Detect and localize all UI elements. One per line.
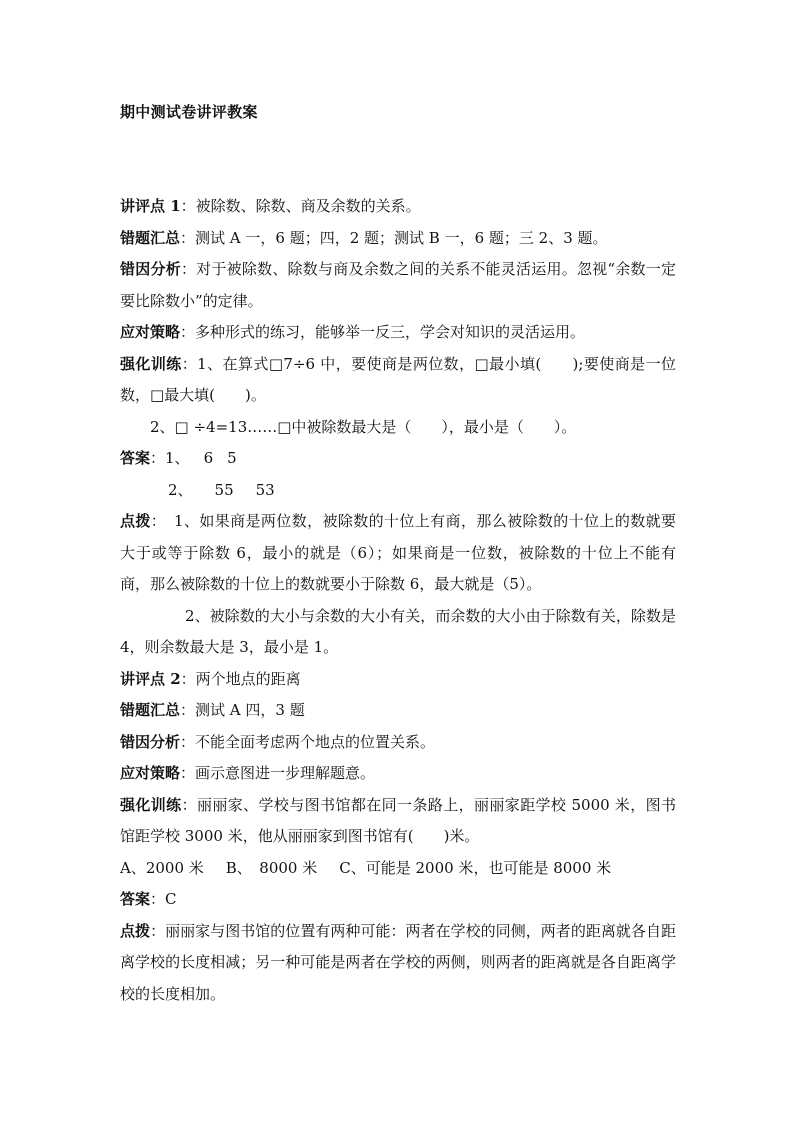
s2-answer-text: ：C xyxy=(150,890,177,908)
s1-errors xyxy=(120,223,676,255)
document-title: 期中测试卷讲评教案 xyxy=(120,103,258,121)
s1-training xyxy=(120,349,676,412)
s2-point-label: 讲评点 2 xyxy=(120,669,181,688)
s1-answer-1-b: 5 xyxy=(227,449,237,467)
s2-cause xyxy=(120,727,676,759)
s1-answer-2-b: 53 xyxy=(255,480,275,499)
s1-answer-2 xyxy=(120,475,676,507)
s1-hint-1-text: ： 1、如果商是两位数，被除数的十位上有商，那么被除数的十位上的数就要大于或等于除数 6，最小的就是（6）；如果商是一位数，被除数的十位上不能有商，那么被除数的十位上的数就要小于除数 6，最大就是（5）。 xyxy=(120,512,676,593)
s1-hint-label: 点拨 xyxy=(120,512,151,530)
s1-hint-1 xyxy=(120,506,676,601)
s1-answer-2-num: 2、 xyxy=(168,480,193,499)
s1-point xyxy=(120,191,676,223)
s2-errors-text: ：测试 A 四，3 题 xyxy=(180,701,305,719)
s2-hint-label: 点拨 xyxy=(120,921,151,940)
s2-options xyxy=(120,853,676,885)
s2-strategy-text: ：画示意图进一步理解题意。 xyxy=(180,764,376,782)
s1-cause-label: 错因分析 xyxy=(120,260,181,278)
s1-training-label: 强化训练 xyxy=(120,354,182,373)
s1-point-text: ：被除数、除数、商及余数的关系。 xyxy=(180,197,421,215)
s1-strategy-label: 应对策略 xyxy=(120,323,181,341)
s1-training-text: ：1、在算式□7÷6 中，要使商是两位数，□最小填( );要使商是一位数，□最大填( )。 xyxy=(120,354,676,404)
s1-cause xyxy=(120,254,676,317)
s1-answer-1-a: 6 xyxy=(203,449,214,467)
s2-option-a: A、2000 米 xyxy=(120,858,204,877)
s1-strategy-text: ：多种形式的练习，能够举一反三，学会对知识的灵活运用。 xyxy=(180,323,586,341)
s2-errors-label: 错题汇总 xyxy=(120,701,181,719)
s1-hint-2: 2、被除数的大小与余数的大小有关，而余数的大小由于除数有关，除数是 4，则余数最大是 3，最小是 1。 xyxy=(120,606,676,656)
s1-answer-1 xyxy=(120,443,676,475)
s2-point-text: ：两个地点的距离 xyxy=(180,669,301,688)
s1-strategy xyxy=(120,317,676,349)
s2-hint-text: ：丽丽家与图书馆的位置有两种可能：两者在学校的同侧，两者的距离就各自距离学校的长度相减；另一种可能是两者在学校的两侧，则两者的距离就是各自距离学校的长度相加。 xyxy=(120,921,676,1003)
s2-training xyxy=(120,790,676,853)
s1-errors-text: ：测试 A 一，6 题；四，2 题；测试 B 一，6 题；三 2、3 题。 xyxy=(180,228,608,247)
document-body xyxy=(120,191,676,1010)
s2-training-label: 强化训练 xyxy=(120,795,182,814)
s2-hint xyxy=(120,916,676,1011)
s2-point xyxy=(120,664,676,696)
s1-answer-1-num: ：1、 xyxy=(150,449,190,467)
s2-strategy xyxy=(120,758,676,790)
s1-cause-text: ：对于被除数、除数与商及余数之间的关系不能灵活运用。忽视“余数一定要比除数小”的定律。 xyxy=(120,260,676,310)
s2-option-b: B、 8000 米 xyxy=(225,858,318,877)
s2-errors xyxy=(120,695,676,727)
s2-option-c: C、可能是 2000 米，也可能是 8000 米 xyxy=(339,858,612,877)
s2-answer-label: 答案 xyxy=(120,890,151,908)
s2-strategy-label: 应对策略 xyxy=(120,764,181,782)
s2-cause-text: ：不能全面考虑两个地点的位置关系。 xyxy=(180,732,436,751)
s2-training-text: ：丽丽家、学校与图书馆都在同一条路上，丽丽家距学校 5000 米，图书馆距学校 3000 米，他从丽丽家到图书馆有( )米。 xyxy=(120,795,676,845)
s1-training-2: 2、□ ÷4=13……□中被除数最大是（ ），最小是（ ）。 xyxy=(150,417,577,436)
s2-answer xyxy=(120,884,676,916)
s1-answer-2-a: 55 xyxy=(214,480,234,499)
s1-answer-label: 答案 xyxy=(120,449,151,467)
s2-cause-label: 错因分析 xyxy=(120,732,181,751)
s1-errors-label: 错题汇总 xyxy=(120,228,181,247)
s1-point-label: 讲评点 1 xyxy=(120,197,181,215)
